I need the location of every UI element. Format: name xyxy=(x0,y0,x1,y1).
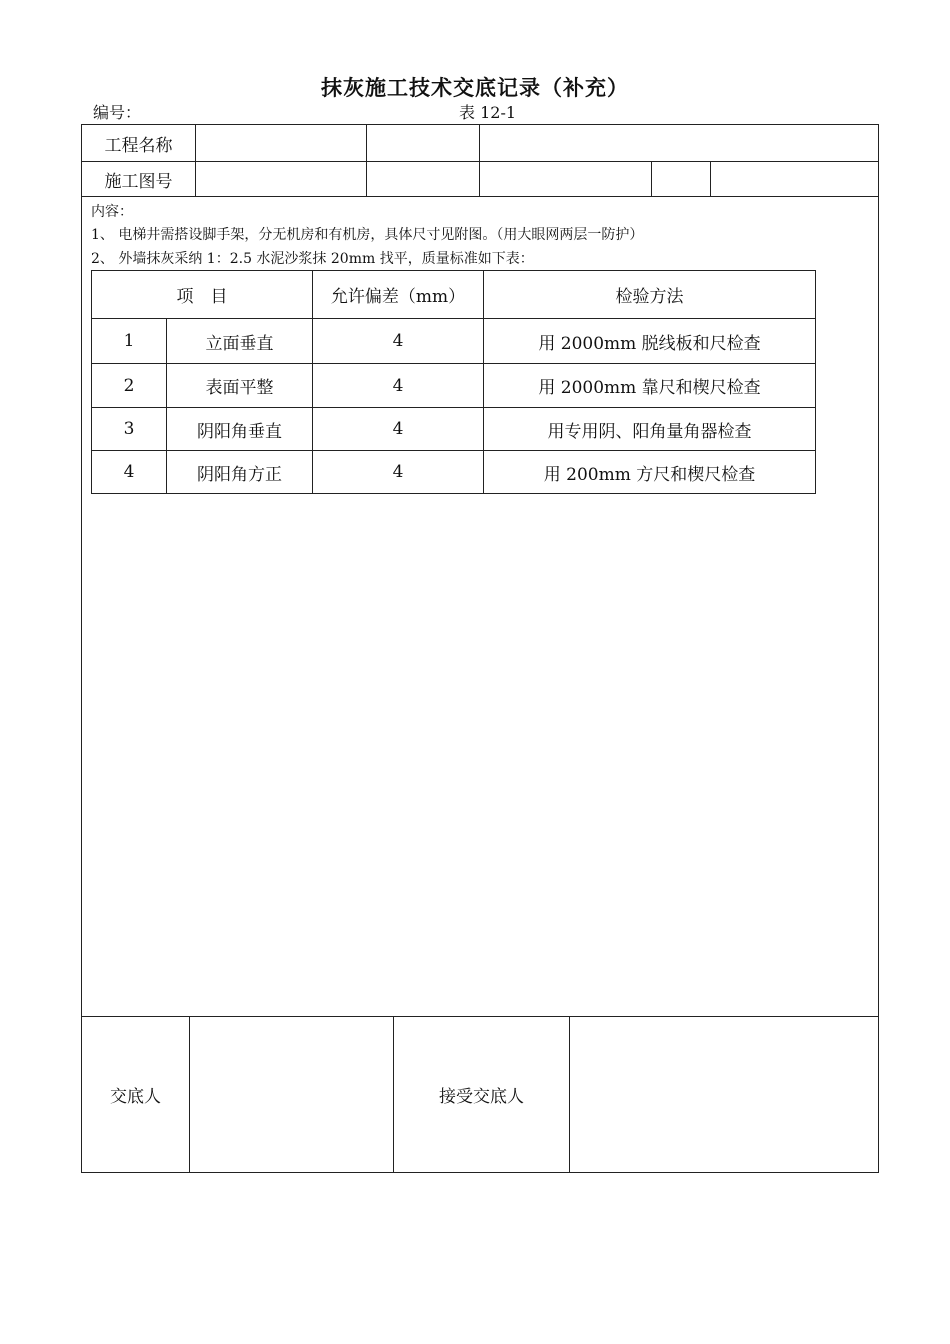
row-name: 表面平整 xyxy=(167,364,313,408)
col-divider-e xyxy=(710,161,711,196)
row-method: 用 2000mm 脱线板和尺检查 xyxy=(484,319,816,364)
header-item: 项 目 xyxy=(92,271,313,319)
row-tolerance: 4 xyxy=(313,408,484,451)
row-name: 立面垂直 xyxy=(167,319,313,364)
row-no: 3 xyxy=(92,408,167,451)
col-divider-d xyxy=(651,161,652,196)
content-item-2: 2、 外墙抹灰采纳 1：2.5 水泥沙浆抹 20mm 找平，质量标准如下表： xyxy=(91,251,534,267)
number-label: 编号： xyxy=(93,103,142,122)
col-divider-c xyxy=(479,124,480,196)
table-row xyxy=(92,408,816,451)
table-row xyxy=(92,364,816,408)
table-row xyxy=(92,319,816,364)
row-no: 2 xyxy=(92,364,167,408)
header-tolerance: 允许偏差（mm） xyxy=(313,271,484,319)
content-label: 内容： xyxy=(91,204,133,220)
row-method: 用 2000mm 靠尺和楔尺检查 xyxy=(484,364,816,408)
drawing-no-label: 施工图号 xyxy=(104,171,173,192)
row-method: 用专用阴、阳角量角器检查 xyxy=(484,408,816,451)
receiver-label: 接受交底人 xyxy=(439,1087,524,1107)
page-title: 抹灰施工技术交底记录（补充） xyxy=(321,75,629,100)
table-row xyxy=(92,451,816,494)
row-tolerance: 4 xyxy=(313,451,484,494)
row-method: 用 200mm 方尺和楔尺检查 xyxy=(484,451,816,494)
footer-col-c xyxy=(569,1016,570,1173)
row-no: 4 xyxy=(92,451,167,494)
quality-standard-table xyxy=(91,270,816,494)
header-method: 检验方法 xyxy=(484,271,816,319)
frame-top xyxy=(81,124,879,125)
row-name: 阴阳角垂直 xyxy=(167,408,313,451)
project-name-label: 工程名称 xyxy=(104,135,173,156)
row-divider-2 xyxy=(81,196,879,197)
content-item-1: 1、 电梯井需搭设脚手架，分无机房和有机房，具体尺寸见附图。（用大眼网两层一防护） xyxy=(91,227,644,243)
frame-bottom xyxy=(81,1172,879,1173)
footer-col-a xyxy=(189,1016,190,1173)
col-divider-a xyxy=(195,124,196,196)
col-divider-b xyxy=(366,124,367,196)
row-name: 阴阳角方正 xyxy=(167,451,313,494)
row-tolerance: 4 xyxy=(313,319,484,364)
row-tolerance: 4 xyxy=(313,364,484,408)
row-no: 1 xyxy=(92,319,167,364)
row-divider-1 xyxy=(81,161,879,162)
discloser-label: 交底人 xyxy=(110,1087,161,1107)
table-number: 表 12-1 xyxy=(459,103,517,122)
table-header-row xyxy=(92,271,816,319)
